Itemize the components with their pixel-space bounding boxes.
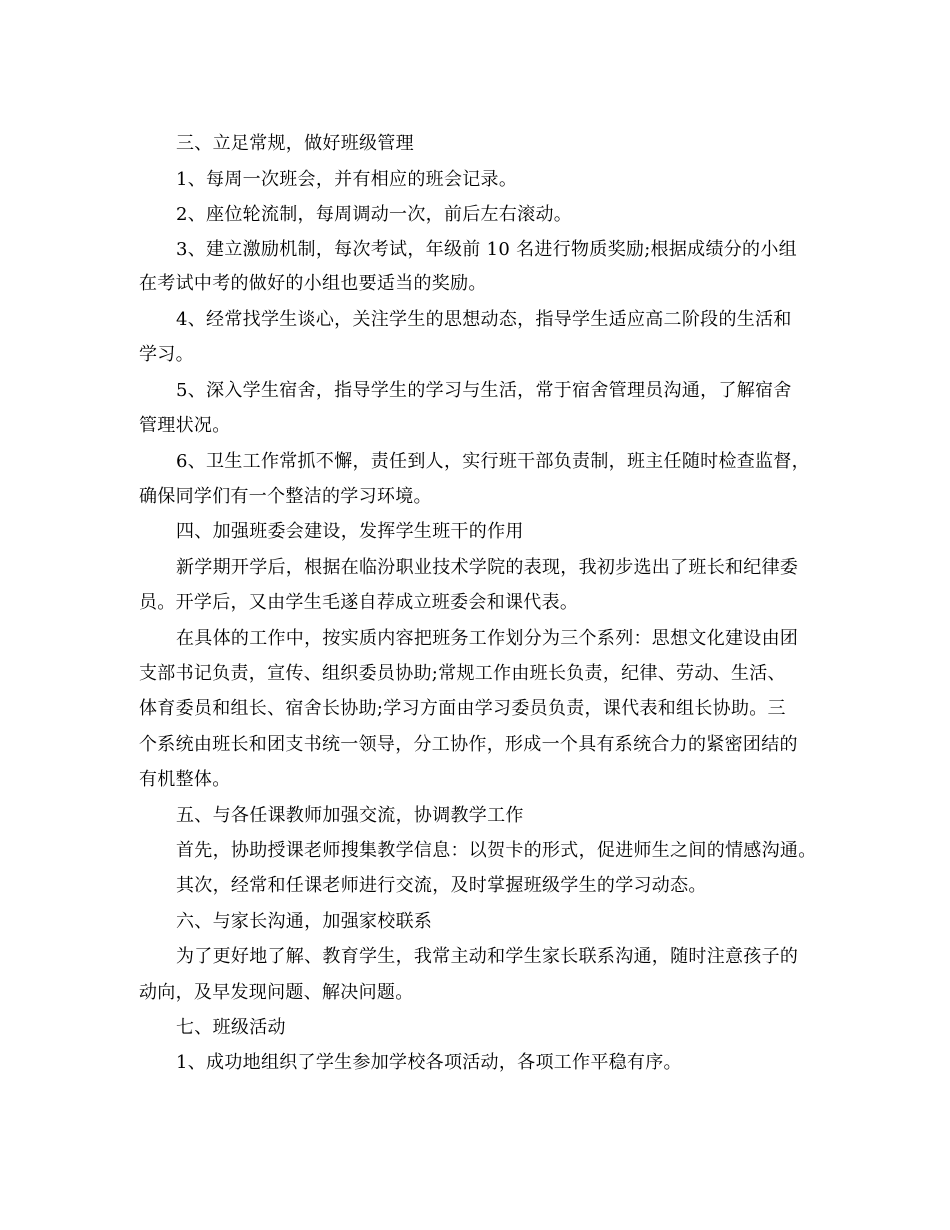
section-heading: 五、与各任课教师加强交流，协调教学工作 <box>176 805 524 826</box>
section-heading: 四、加强班委会建设，发挥学生班干的作用 <box>176 521 524 542</box>
paragraph-line: 5、深入学生宿舍，指导学生的学习与生活，常于宿舍管理员沟通，了解宿舍 <box>176 380 792 401</box>
paragraph-line: 2、座位轮流制，每周调动一次，前后左右滚动。 <box>176 204 573 225</box>
paragraph-line: 在具体的工作中，按实质内容把班务工作划分为三个系列：思想文化建设由团 <box>176 628 799 649</box>
section-heading: 七、班级活动 <box>176 1017 286 1038</box>
section-heading: 六、与家长沟通，加强家校联系 <box>176 911 433 932</box>
paragraph-line: 个系统由班长和团支书统一领导，分工协作，形成一个具有系统合力的紧密团结的 <box>139 734 798 755</box>
paragraph-line: 1、每周一次班会，并有相应的班会记录。 <box>176 169 518 190</box>
paragraph-line: 3、建立激励机制，每次考试，年级前 10 名进行物质奖励;根据成绩分的小组 <box>176 239 797 260</box>
section-heading: 三、立足常规，做好班级管理 <box>176 133 414 154</box>
paragraph-line: 在考试中考的做好的小组也要适当的奖励。 <box>139 273 487 294</box>
paragraph-line: 确保同学们有一个整洁的学习环境。 <box>139 486 432 507</box>
paragraph-line: 首先，协助授课老师搜集教学信息：以贺卡的形式，促进师生之间的情感沟通。 <box>176 840 817 861</box>
paragraph-line: 动向，及早发现问题、解决问题。 <box>139 982 414 1003</box>
paragraph-line: 6、卫生工作常抓不懈，责任到人，实行班干部负责制，班主任随时检查监督， <box>176 451 810 472</box>
paragraph-line: 学习。 <box>139 344 194 365</box>
paragraph-line: 其次，经常和任课老师进行交流，及时掌握班级学生的学习动态。 <box>176 875 707 896</box>
paragraph-line: 新学期开学后，根据在临汾职业技术学院的表现，我初步选出了班长和纪律委 <box>176 557 799 578</box>
paragraph-line: 支部书记负责，宣传、组织委员协助;常规工作由班长负责，纪律、劳动、生活、 <box>139 663 786 684</box>
paragraph-line: 员。开学后，又由学生毛遂自荐成立班委会和课代表。 <box>139 592 579 613</box>
paragraph-line: 为了更好地了解、教育学生，我常主动和学生家长联系沟通，随时注意孩子的 <box>176 946 799 967</box>
paragraph-line: 4、经常找学生谈心，关注学生的思想动态，指导学生适应高二阶段的生活和 <box>176 309 792 330</box>
paragraph-line: 体育委员和组长、宿舍长协助;学习方面由学习委员负责，课代表和组长协助。三 <box>139 698 786 719</box>
paragraph-line: 有机整体。 <box>139 769 231 790</box>
paragraph-line: 1、成功地组织了学生参加学校各项活动，各项工作平稳有序。 <box>176 1052 682 1073</box>
paragraph-line: 管理状况。 <box>139 415 231 436</box>
